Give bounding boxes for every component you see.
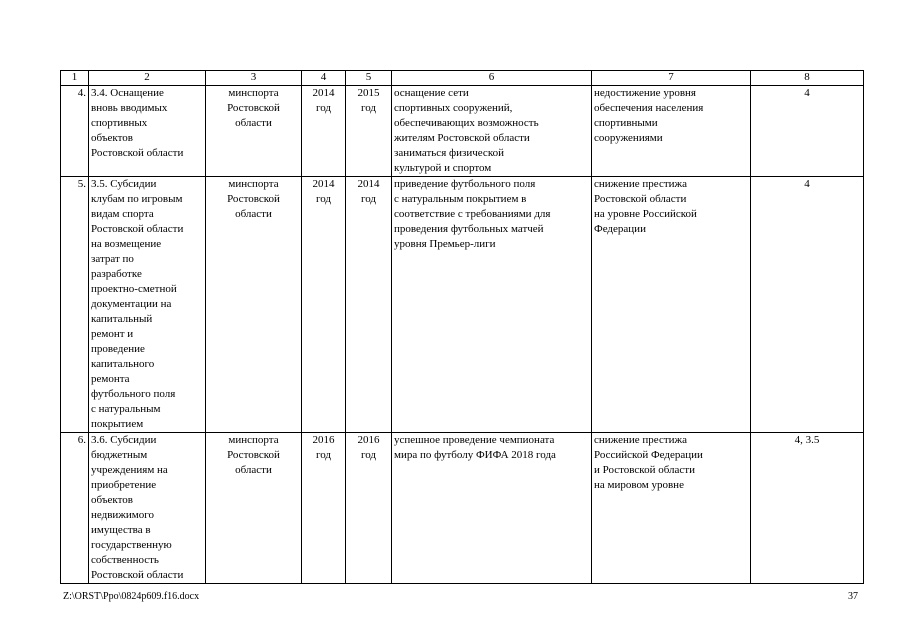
consequence: снижение престижа Российской Федерации и Ростовской области на мировом уровне	[594, 434, 703, 491]
column-header: 4	[302, 71, 346, 86]
row-number	[61, 177, 89, 433]
column-header: 2	[89, 71, 206, 86]
activity-name-cell	[89, 177, 206, 433]
start-year-cell	[302, 177, 346, 433]
consequence: снижение престижа Ростовской области на уровне Российской Федерации	[594, 178, 697, 235]
indicator-link: 4, 3.5	[794, 434, 820, 446]
indicator-link: 4	[804, 87, 810, 99]
column-header: 6	[392, 71, 592, 86]
consequence: недостижение уровня обеспечения населения спортивными сооружениями	[594, 87, 704, 144]
link-cell	[751, 86, 864, 177]
end-year: 2014 год	[357, 178, 380, 205]
consequence-cell	[592, 177, 751, 433]
executor-cell	[206, 86, 302, 177]
column-number-row	[61, 71, 864, 86]
activity-name: 3.5. Субсидии клубам по игровым видам спорта Ростовской области на возмещение затрат по разработке проектно-сметной документации на капитальный ремонт и проведение капитального ремонта футбольного поля с натуральным покрытием	[91, 178, 184, 430]
end-year: 2015 год	[357, 87, 380, 114]
consequence-cell	[592, 86, 751, 177]
link-cell	[751, 177, 864, 433]
row-number-text: 6.	[77, 434, 86, 446]
table-row	[61, 433, 864, 584]
end-year: 2016 год	[357, 434, 380, 461]
row-number	[61, 433, 89, 584]
start-year: 2016 год	[312, 434, 335, 461]
expected-result: успешное проведение чемпионата мира по футболу ФИФА 2018 года	[394, 434, 556, 461]
expected-result: приведение футбольного поля с натуральным покрытием в соответствие с требованиями для проведения футбольных матчей уровня Премьер-лиги	[394, 178, 551, 250]
start-year: 2014 год	[312, 87, 335, 114]
start-year-cell	[302, 86, 346, 177]
activities-table	[60, 70, 864, 584]
footer-file-path: Z:\ORST\Ppo\0824p609.f16.docx	[63, 591, 200, 602]
table-row	[61, 177, 864, 433]
page-number: 37	[848, 591, 858, 602]
start-year: 2014 год	[312, 178, 335, 205]
row-number-text: 4.	[77, 87, 86, 99]
expected-result-cell	[392, 86, 592, 177]
column-header: 3	[206, 71, 302, 86]
executor: минспорта Ростовской области	[227, 434, 280, 476]
column-header: 7	[592, 71, 751, 86]
indicator-link: 4	[804, 178, 810, 190]
executor: минспорта Ростовской области	[227, 178, 280, 220]
consequence-cell	[592, 433, 751, 584]
end-year-cell	[346, 86, 392, 177]
expected-result-cell	[392, 177, 592, 433]
expected-result-cell	[392, 433, 592, 584]
activity-name-cell	[89, 86, 206, 177]
executor: минспорта Ростовской области	[227, 87, 280, 129]
table-row	[61, 86, 864, 177]
activity-name: 3.4. Оснащение вновь вводимых спортивных объектов Ростовской области	[91, 87, 184, 159]
end-year-cell	[346, 433, 392, 584]
expected-result: оснащение сети спортивных сооружений, обеспечивающих возможность жителям Ростовской области заниматься физической культурой и спортом	[394, 87, 539, 174]
row-number	[61, 86, 89, 177]
executor-cell	[206, 433, 302, 584]
column-header: 1	[61, 71, 89, 86]
row-number-text: 5.	[77, 178, 86, 190]
end-year-cell	[346, 177, 392, 433]
column-header: 5	[346, 71, 392, 86]
link-cell	[751, 433, 864, 584]
activity-name: 3.6. Субсидии бюджетным учреждениям на приобретение объектов недвижимого имущества в государственную собственность Ростовской области	[91, 434, 184, 581]
activity-name-cell	[89, 433, 206, 584]
executor-cell	[206, 177, 302, 433]
start-year-cell	[302, 433, 346, 584]
column-header: 8	[751, 71, 864, 86]
